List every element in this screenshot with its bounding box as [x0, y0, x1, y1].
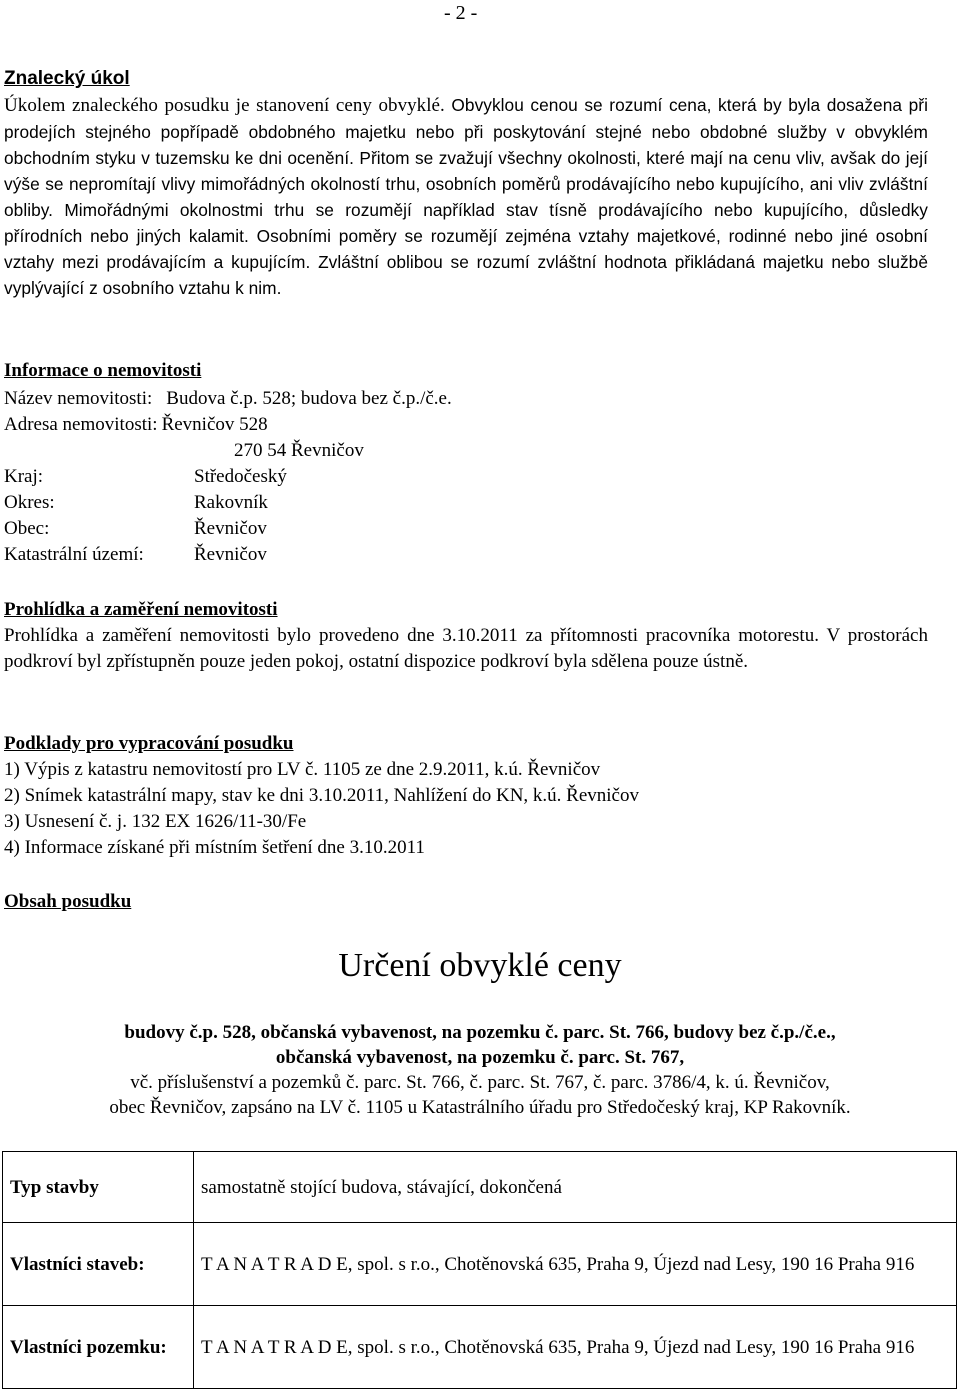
value-okres: Rakovník: [194, 492, 268, 513]
list-item: 1) Výpis z katastru nemovitostí pro LV č. 1105 ze dne 2.9.2011, k.ú. Řevničov: [4, 759, 601, 780]
table-cell-value: samostatně stojící budova, stávající, dokončená: [194, 1152, 957, 1223]
row-adresa: [4, 412, 928, 438]
section-prohlidka: [4, 597, 928, 675]
row-ku: [4, 542, 928, 568]
intro-text: Úkolem znaleckého posudku je stanovení ceny obvyklé.: [4, 95, 445, 116]
label-obec: Obec:: [4, 518, 50, 539]
page-number: - 2 -: [444, 2, 478, 24]
section-heading: Prohlídka a zaměření nemovitosti: [4, 599, 278, 620]
table-row: [3, 1223, 957, 1306]
subject-line-2: občanská vybavenost, na pozemku č. parc. St. 767,: [275, 1047, 685, 1068]
paragraph: [4, 92, 928, 301]
section-heading: Obsah posudku: [4, 891, 132, 912]
section-informace: [4, 358, 928, 568]
section-heading: Podklady pro vypracování posudku: [4, 733, 294, 754]
value-obec: Řevničov: [194, 518, 267, 539]
body-text: Obvyklou cenou se rozumí cena, která by byla dosažena při prodejích stejného popřípadě obdobného majetku nebo při poskytování stejné nebo obdobné služby v obvyklém obchodním styku v tuzemsku ke dni ocenění. Přitom se zvažují všechny okolnosti, které mají na cenu vliv, avšak do její výše se nepromítají vlivy mimořádných okolností trhu, osobních poměrů prodávajícího nebo kupujícího, ani vliv zvláštní obliby. Mimořádnými okolnostmi trhu se rozumějí například stav tísně prodávajícího nebo kupujícího, důsledky přírodních nebo jiných kalamit. Osobními poměry se rozumějí zejména vztahy majetkové, rodinné nebo jiné osobní vztahy mezi prodávajícím a kupujícím. Zvláštní oblibou se rozumí zvláštní hodnota přikládaná majetku nebo službě vyplývající z osobního vztahu k nim.: [4, 95, 928, 298]
spacer: [4, 438, 234, 464]
subject-line-3: vč. příslušenství a pozemků č. parc. St. 766, č. parc. St. 767, č. parc. 3786/4, k. ú. Řevničov,: [130, 1072, 830, 1093]
value-nazev: Budova č.p. 528; budova bez č.p./č.e.: [166, 388, 452, 409]
subject-line-1: budovy č.p. 528, občanská vybavenost, na pozemku č. parc. St. 766, budovy bez č.p./č.e.,: [124, 1022, 836, 1043]
row-adresa-2: [4, 438, 928, 464]
table-cell-value: T A N A T R A D E, spol. s r.o., Chotěnovská 635, Praha 9, Újezd nad Lesy, 190 16 Praha 916: [194, 1223, 957, 1306]
row-okres: [4, 490, 928, 516]
label-adresa: Adresa nemovitosti:: [4, 414, 158, 435]
row-obec: [4, 516, 928, 542]
section-znalecky-ukol: [4, 66, 928, 301]
label-ku: Katastrální území:: [4, 544, 144, 565]
label-kraj: Kraj:: [4, 466, 44, 487]
section-heading: Informace o nemovitosti: [4, 360, 202, 381]
list-item: 3) Usnesení č. j. 132 EX 1626/11-30/Fe: [4, 811, 307, 832]
label-okres: Okres:: [4, 492, 55, 513]
value-kraj: Středočeský: [194, 466, 287, 487]
value-adresa-1: Řevničov 528: [161, 414, 268, 435]
table-cell-label: Vlastníci staveb:: [3, 1223, 194, 1306]
subject-description: [0, 1020, 960, 1120]
section-podklady: [4, 731, 928, 861]
section-heading: Znalecký úkol: [4, 68, 130, 89]
row-kraj: [4, 464, 928, 490]
table-cell-value: T A N A T R A D E, spol. s r.o., Chotěnovská 635, Praha 9, Újezd nad Lesy, 190 16 Praha 916: [194, 1306, 957, 1389]
section-obsah: [4, 889, 928, 915]
table-row: [3, 1306, 957, 1389]
ownership-table: [2, 1151, 957, 1389]
table-cell-label: Vlastníci pozemku:: [3, 1306, 194, 1389]
list-item: 2) Snímek katastrální mapy, stav ke dni 3.10.2011, Nahlížení do KN, k.ú. Řevničov: [4, 785, 639, 806]
table-cell-label: Typ stavby: [3, 1152, 194, 1223]
paragraph: Prohlídka a zaměření nemovitosti bylo provedeno dne 3.10.2011 za přítomnosti pracovníka motorestu. V prostorách podkroví byl zpřístupněn pouze jeden pokoj, ostatní dispozice podkroví byla sdělena pouze ústně.: [4, 625, 928, 672]
value-adresa-2: 270 54 Řevničov: [234, 440, 364, 461]
table-row: [3, 1152, 957, 1223]
document-title: Určení obvyklé ceny: [338, 947, 622, 984]
row-nazev: [4, 386, 928, 412]
value-ku: Řevničov: [194, 544, 267, 565]
label-nazev: Název nemovitosti:: [4, 388, 153, 409]
list-item: 4) Informace získané při místním šetření dne 3.10.2011: [4, 837, 425, 858]
subject-line-4: obec Řevničov, zapsáno na LV č. 1105 u Katastrálního úřadu pro Středočeský kraj, KP Rakovník.: [109, 1097, 851, 1118]
